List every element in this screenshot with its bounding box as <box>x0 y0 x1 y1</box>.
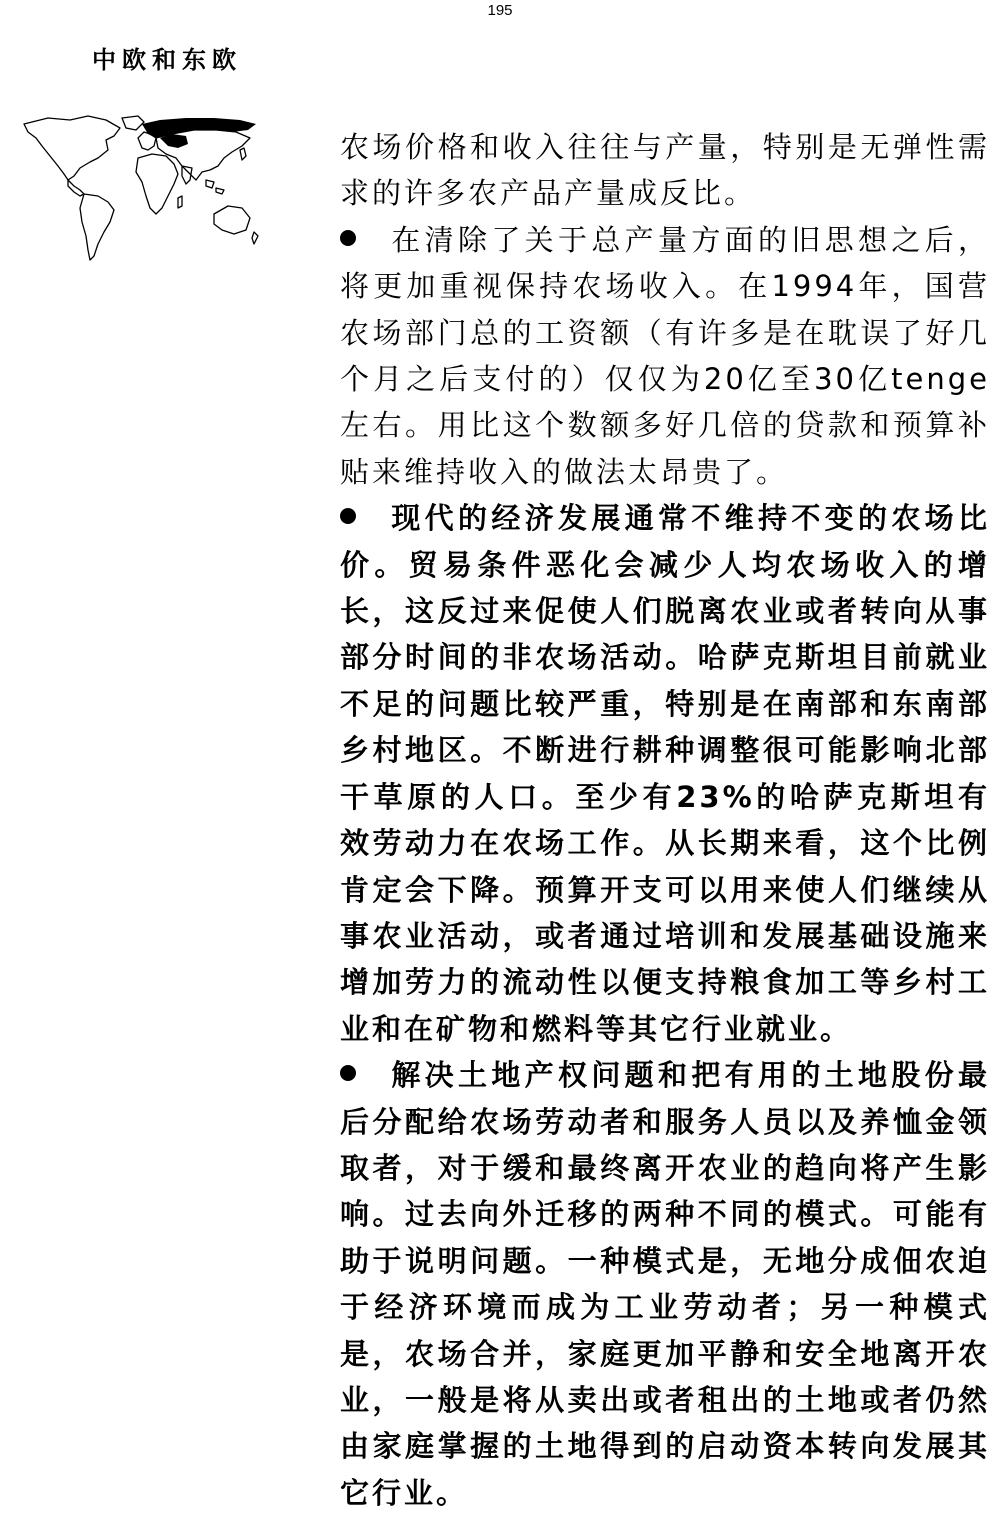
paragraph-3-text: 现代的经济发展通常不维持不变的农场比价。贸易条件恶化会减少人均农场收入的增长，这反过来促使人们脱离农业或者转向从事部分时间的非农场活动。哈萨克斯坦目前就业不足的问题比较严重，特别是在南部和东南部乡村地区。不断进行耕种调整很可能影响北部干草原的人口。至少有23%的哈萨克斯坦有效劳动力在农场工作。从长期来看，这个比例肯定会下降。预算开支可以用来使人们继续从事农业活动，或者通过培训和发展基础设施来增加劳力的流动性以便支持粮食加工等乡村工业和在矿物和燃料等其它行业就业。 <box>340 501 990 1046</box>
bullet-icon <box>340 508 356 524</box>
paragraph-2-text: 在清除了关于总产量方面的旧思想之后，将更加重视保持农场收入。在1994年，国营农场部门总的工资额（有许多是在耽误了好几个月之后支付的）仅仅为20亿至30亿tenge左右。用比这个数额多好几倍的贷款和预算补贴来维持收入的做法太昂贵了。 <box>340 222 990 489</box>
bullet-icon <box>340 230 356 246</box>
page-number: 195 <box>487 2 513 19</box>
paragraph-2 <box>340 217 990 495</box>
paragraph-3 <box>340 495 990 1052</box>
section-title: 中欧和东欧 <box>92 46 242 74</box>
paragraph-1 <box>340 124 990 217</box>
body-text <box>340 124 990 1516</box>
paragraph-4 <box>340 1052 990 1516</box>
world-map-icon <box>10 110 260 270</box>
paragraph-1-text: 农场价格和收入往往与产量，特别是无弹性需求的许多农产品产量成反比。 <box>340 130 990 211</box>
paragraph-4-text: 解决土地产权问题和把有用的土地股份最后分配给农场劳动者和服务人员以及养恤金领取者，对于缓和最终离开农业的趋向将产生影响。过去向外迁移的两种不同的模式。可能有助于说明问题。一种模式是，无地分成佃农迫于经济环境而成为工业劳动者；另一种模式是，农场合并，家庭更加平静和安全地离开农业，一般是将从卖出或者租出的土地或者仍然由家庭掌握的土地得到的启动资本转向发展其它行业。 <box>340 1058 990 1510</box>
bullet-icon <box>340 1065 356 1081</box>
